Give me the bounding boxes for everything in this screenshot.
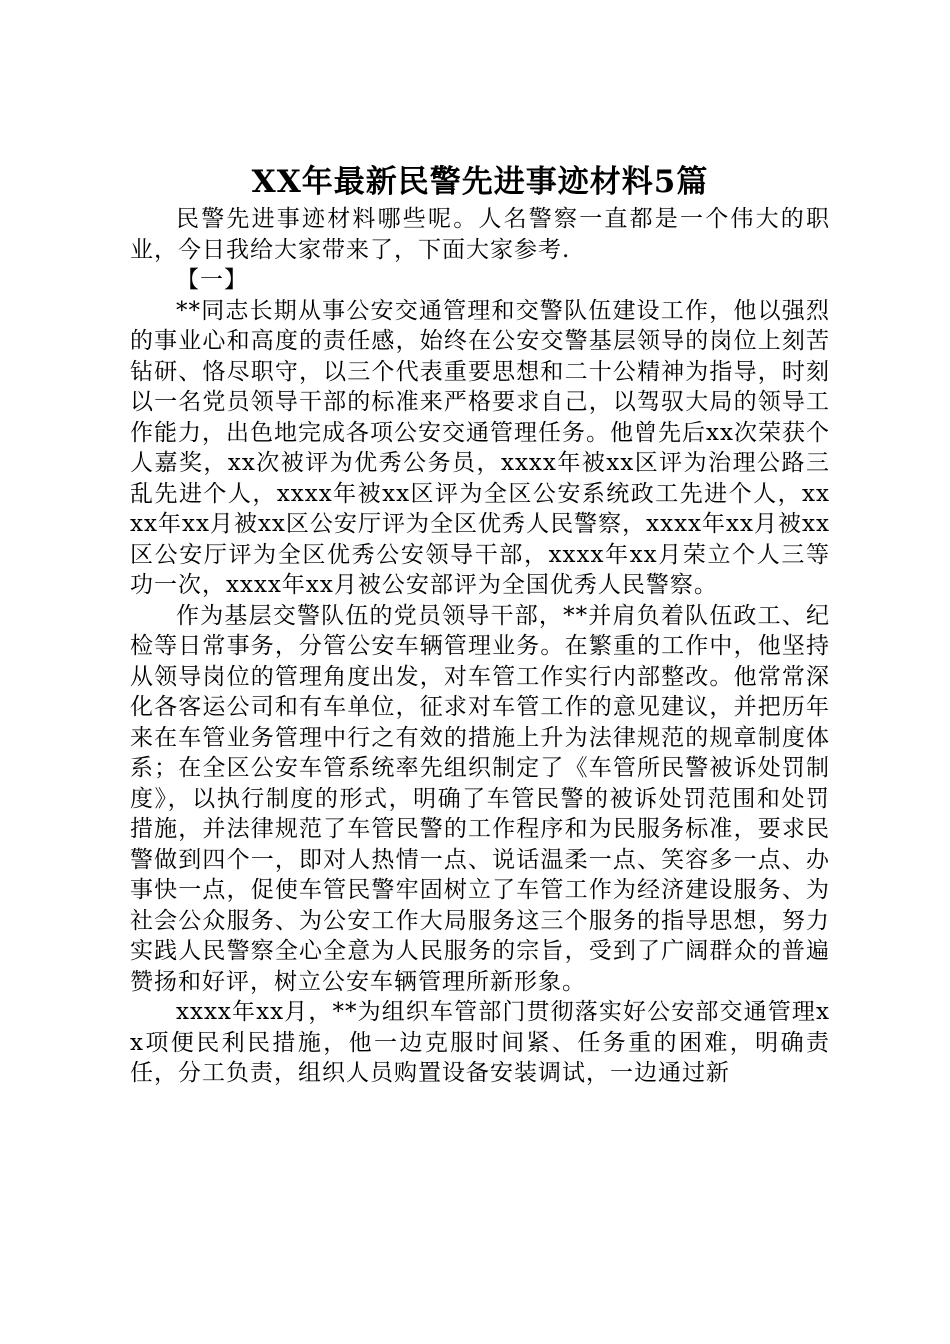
intro-paragraph: 民警先进事迹材料哪些呢。人名警察一直都是一个伟大的职业，今日我给大家带来了，下面大家参考.	[130, 206, 830, 263]
section-heading: 【一】	[176, 267, 248, 293]
body-paragraph-2: 作为基层交警队伍的党员领导干部，**并肩负着队伍政工、纪检等日常事务，分管公安车辆管理业务。在繁重的工作中，他坚持从领导岗位的管理角度出发，对车管工作实行内部整改。他常常深化各客运公司和有车单位，征求对车管工作的意见建议，并把历年来在车管业务管理中行之有效的措施上升为法律规范的规章制度体系；在全区公安车管系统率先组织制定了《车管所民警被诉处罚制度》，以执行制度的形式，明确了车管民警的被诉处罚范围和处罚措施，并法律规范了车管民警的工作程序和为民服务标准，要求民警做到四个一，即对人热情一点、说话温柔一点、笑容多一点、办事快一点，促使车管民警牢固树立了车管工作为经济建设服务、为社会公众服务、为公安工作大局服务这三个服务的指导思想，努力实践人民警察全心全意为人民服务的宗旨，受到了广阔群众的普遍赞扬和好评，树立公安车辆管理所新形象。	[130, 602, 830, 995]
body-paragraph-3: xxxx年xx月，**为组织车管部门贯彻落实好公安部交通管理xx项便民利民措施，他一边克服时间紧、任务重的困难，明确责任，分工负责，组织人员购置设备安装调试，一边通过新	[130, 999, 830, 1086]
document-title: XX年最新民警先进事迹材料5篇	[251, 164, 709, 200]
body-paragraph-1: **同志长期从事公安交通管理和交警队伍建设工作，他以强烈的事业心和高度的责任感，始终在公安交警基层领导的岗位上刻苦钻研、恪尽职守，以三个代表重要思想和二十公精神为指导，时刻以一名党员领导干部的标准来严格要求自己，以驾驭大局的领导工作能力，出色地完成各项公安交通管理任务。他曾先后xx次荣获个人嘉奖，xx次被评为优秀公务员，xxxx年被xx区评为治理公路三乱先进个人，xxxx年被xx区评为全区公安系统政工先进个人，xxxx年xx月被xx区公安厅评为全区优秀人民警察，xxxx年xx月被xx区公安厅评为全区优秀公安领导干部，xxxx年xx月荣立个人三等功一次，xxxx年xx月被公安部评为全国优秀人民警察。	[130, 297, 830, 598]
document-content	[130, 160, 830, 1089]
